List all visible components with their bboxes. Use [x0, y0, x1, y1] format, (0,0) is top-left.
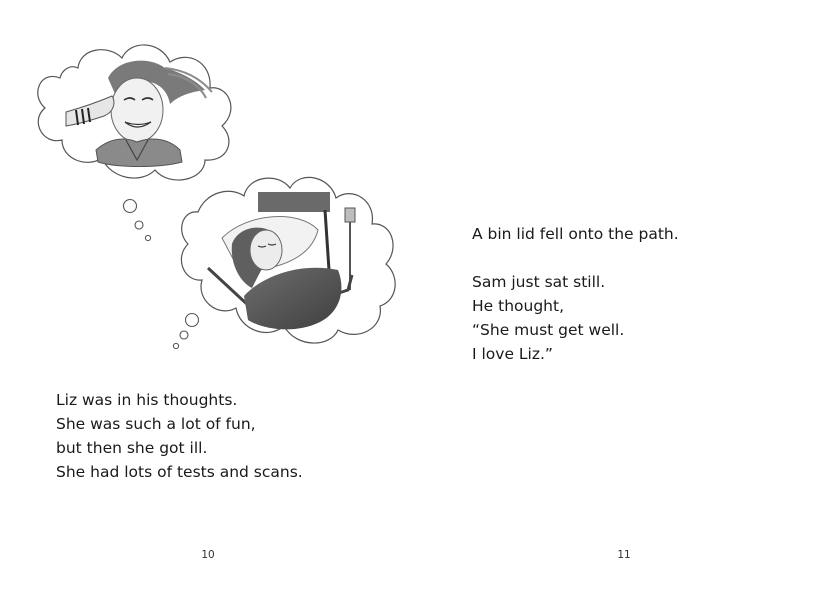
text-line: He thought,	[472, 297, 564, 315]
thought-bubble-girl-in-hospital-bed	[181, 177, 395, 343]
left-page-text	[56, 388, 303, 484]
text-line: I love Liz.”	[472, 345, 553, 363]
right-page-text	[472, 222, 679, 366]
page-number-right: 11	[617, 549, 631, 561]
thought-bubbles-illustration	[0, 0, 416, 380]
text-line: but then she got ill.	[56, 439, 208, 457]
text-line: She was such a lot of fun,	[56, 415, 256, 433]
thought-dots-lower	[173, 314, 198, 349]
thought-bubble-smiling-girl	[38, 45, 231, 180]
paragraph-gap	[472, 246, 679, 270]
right-page	[416, 0, 832, 591]
text-line: She had lots of tests and scans.	[56, 463, 303, 481]
page-number-left: 10	[201, 549, 215, 561]
thought-dots-upper	[124, 200, 151, 241]
text-line: Liz was in his thoughts.	[56, 391, 238, 409]
face-shape	[111, 78, 163, 142]
text-line: “She must get well.	[472, 321, 625, 339]
text-line: A bin lid fell onto the path.	[472, 225, 679, 243]
text-line: Sam just sat still.	[472, 273, 606, 291]
